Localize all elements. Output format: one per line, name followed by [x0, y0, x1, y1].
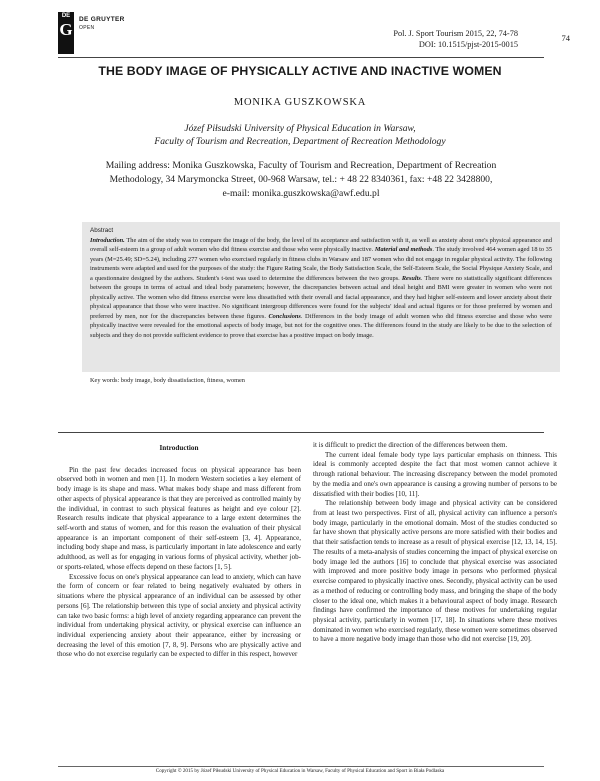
abstract-intro-label: Introduction.: [90, 237, 125, 244]
mailing-line-3: e-mail: monika.guszkowska@awf.edu.pl: [222, 188, 380, 199]
paragraph: The relationship between body image and physical activity can be considered from at least two perspectives. First of all, physical activity can influence a person's body image, particularly in the emotional domain. Most of the studies conducted so far have shown that physically active persons are more satisfied with their bodies and that their satisfaction tends to increase as a result of physical exercise [12, 13, 14, 15]. The results of a meta-analysis of studies concerning the impact of physical exercise on body image led the authors [16] to conclude that physical exercise was associated with improved and more positive body image in persons who performed physical exercise compared to physically inactive ones. Secondly, physical activity can be used as a method of reducing or controlling body mass, and bringing the shape of the body closer to the ideal one, which makes it a behavioural aspect of body image. Research findings have confirmed the importance of these motives for undertaking regular physical activity, particularly in women [17, 18]. In situations where these motives dominated in women who exercised regularly, these women were sometimes observed to have a more negative body image than those who did not exercise [19, 20].: [313, 499, 558, 644]
publisher-title: DE GRUYTER: [79, 16, 125, 23]
affiliation-line-1: Józef Piłsudski University of Physical Education in Warsaw,: [184, 123, 416, 134]
section-heading-introduction: Introduction: [159, 444, 199, 452]
article-title: THE BODY IMAGE OF PHYSICALLY ACTIVE AND INACTIVE WOMEN: [98, 64, 502, 78]
keywords: Key words: body image, body dissatisfaction, fitness, women: [90, 377, 245, 384]
abstract-results-text: . There were no statistically significant differences between the groups in terms of actual and ideal body parameters; however, the discrepancies between actual and ideal height and BMI were greater in women who were not physically active. The women who did fitness exercise were less dissatisfied with their overall and facial appearance, and they had higher self-esteem and lower anxiety about their physical appearance that those who were inactive. No significant intergroup differences were found for the subjects' ideal and actual figures or for those preferred by women and preferred by men, nor for the discrepancies between these figures.: [90, 274, 552, 320]
publisher-subtitle: OPEN: [79, 25, 95, 31]
copyright-footer: Copyright © 2015 by Józef Piłsudski University of Physical Education in Warsaw, Faculty of Physical Education and Sport in Biała Podlaska: [155, 768, 445, 774]
publisher-name: [79, 16, 125, 32]
left-column: [57, 444, 301, 660]
abstract-methods-label: Material and methods: [374, 246, 433, 254]
mailing-line-1: Mailing address: Monika Guszkowska, Faculty of Tourism and Recreation, Department of Recreation: [105, 160, 497, 171]
mailing-address: [70, 159, 532, 201]
mailing-line-2: Methodology, 34 Marymoncka Street, 00-968 Warsaw, tel.: + 48 22 8340361, fax: +48 22 3428800,: [109, 174, 493, 185]
paragraph: Excessive focus on one's physical appearance can lead to anxiety, which can have the form of concern or fear related to being negatively evaluated by others in situations where the physical appearance of an individual can be assessed by other persons [6]. The relationship between this type of social anxiety and physical activity can take two basic forms: a high level of anxiety regarding appearance can prevent the individual from undertaking physical activity, or physical exercise can influence an individual experiencing anxiety about their appearance, either by increasing or decreasing the level of this emotion [7, 8, 9]. Persons who are physically active and those who do not exercise regularly can be expected to differ in this respect, however: [57, 572, 301, 659]
logo-top-text: DE: [61, 13, 71, 19]
abstract-box: [82, 222, 560, 372]
page-number: 74: [561, 33, 570, 43]
author-affiliation: [60, 122, 540, 148]
journal-doi: DOI: 10.1515/pjst-2015-0015: [418, 40, 518, 49]
header-rule: [58, 57, 544, 58]
body-divider: [58, 432, 544, 433]
logo-letter: G: [59, 20, 73, 39]
journal-reference: Pol. J. Sport Tourism 2015, 22, 74-78: [393, 29, 518, 38]
abstract-conclusions-label: Conclusions: [268, 312, 301, 320]
paragraph: The current ideal female body type lays particular emphasis on thinness. This ideal is commonly accepted despite the fact that most women cannot achieve it through rational behaviour. The increasing discrepancy between the model promoted by the media and one's own appearance is causing a growing number of persons to be dissatisfied with their bodies [10, 11].: [313, 450, 557, 498]
abstract-text: [90, 236, 552, 340]
footer-rule: [58, 766, 544, 767]
paragraph: Pin the past few decades increased focus on physical appearance has been observed both in women and men [1]. In modern Western societies a key element of body image is its shape and mass. What makes body shape and mass different from other aspects of physical appearance is that they are perceived as controlled mainly by the individual, in contrast to such physical features as height and eye colour [2]. Research results indicate that physical appearance to a large extent determines the self-worth and status of women, and for this reason the evaluation of their physical appearance is an important component of their self-esteem [3, 4]. Appearance, including body shape and mass, is particularly important in late adolescence and early adulthood, as well as for engaging in various forms of physical activity, whether job- or sports-related, whose effects depend on these factors [1, 5].: [57, 465, 301, 571]
journal-citation: [393, 28, 518, 50]
affiliation-line-2: Faculty of Tourism and Recreation, Department of Recreation Methodology: [154, 136, 446, 147]
abstract-results-label: Results: [401, 274, 421, 282]
abstract-conclusions-text: . Differences in the body image of adult women who did fitness exercise and those who were physically inactive were revealed for the emotional aspects of body image, but not for the cognitive ones. The differences found in the study are likely to be due to the selection of subjects and they do not provide sufficient evidence to prove that exercise has a positive impact on body image.: [90, 312, 552, 339]
abstract-intro-text: The aim of the study was to compare the image of the body, the level of its acceptance and satisfaction with it, as well as anxiety about one's physical appearance and overall self-esteem in a group of adult women who did fitness exercise and those who were physically inactive.: [90, 237, 552, 254]
abstract-heading: Abstract: [90, 227, 114, 234]
paragraph: it is difficult to predict the direction of the differences between them.: [313, 441, 508, 449]
author-name: MONIKA GUSZKOWSKA: [233, 97, 367, 108]
right-column: [313, 441, 557, 645]
abstract-methods-text: . The study involved 464 women aged 18 to 35 years (M=25.49; SD=5.24), including 277 women who exercised regularly in fitness clubs in Warsaw and 187 women who did not engage in regular physical activity. The following instruments were adapted and used for the purposes of the study: the Figure Rating Scale, the Body Satisfaction Scale, the Self-Esteem Scale, the Social Physique Anxiety Scale, and a questionnaire designed by the authors. Student's t-test was used to determine the differences between the two groups.: [90, 246, 553, 282]
publisher-logo: [58, 12, 74, 54]
